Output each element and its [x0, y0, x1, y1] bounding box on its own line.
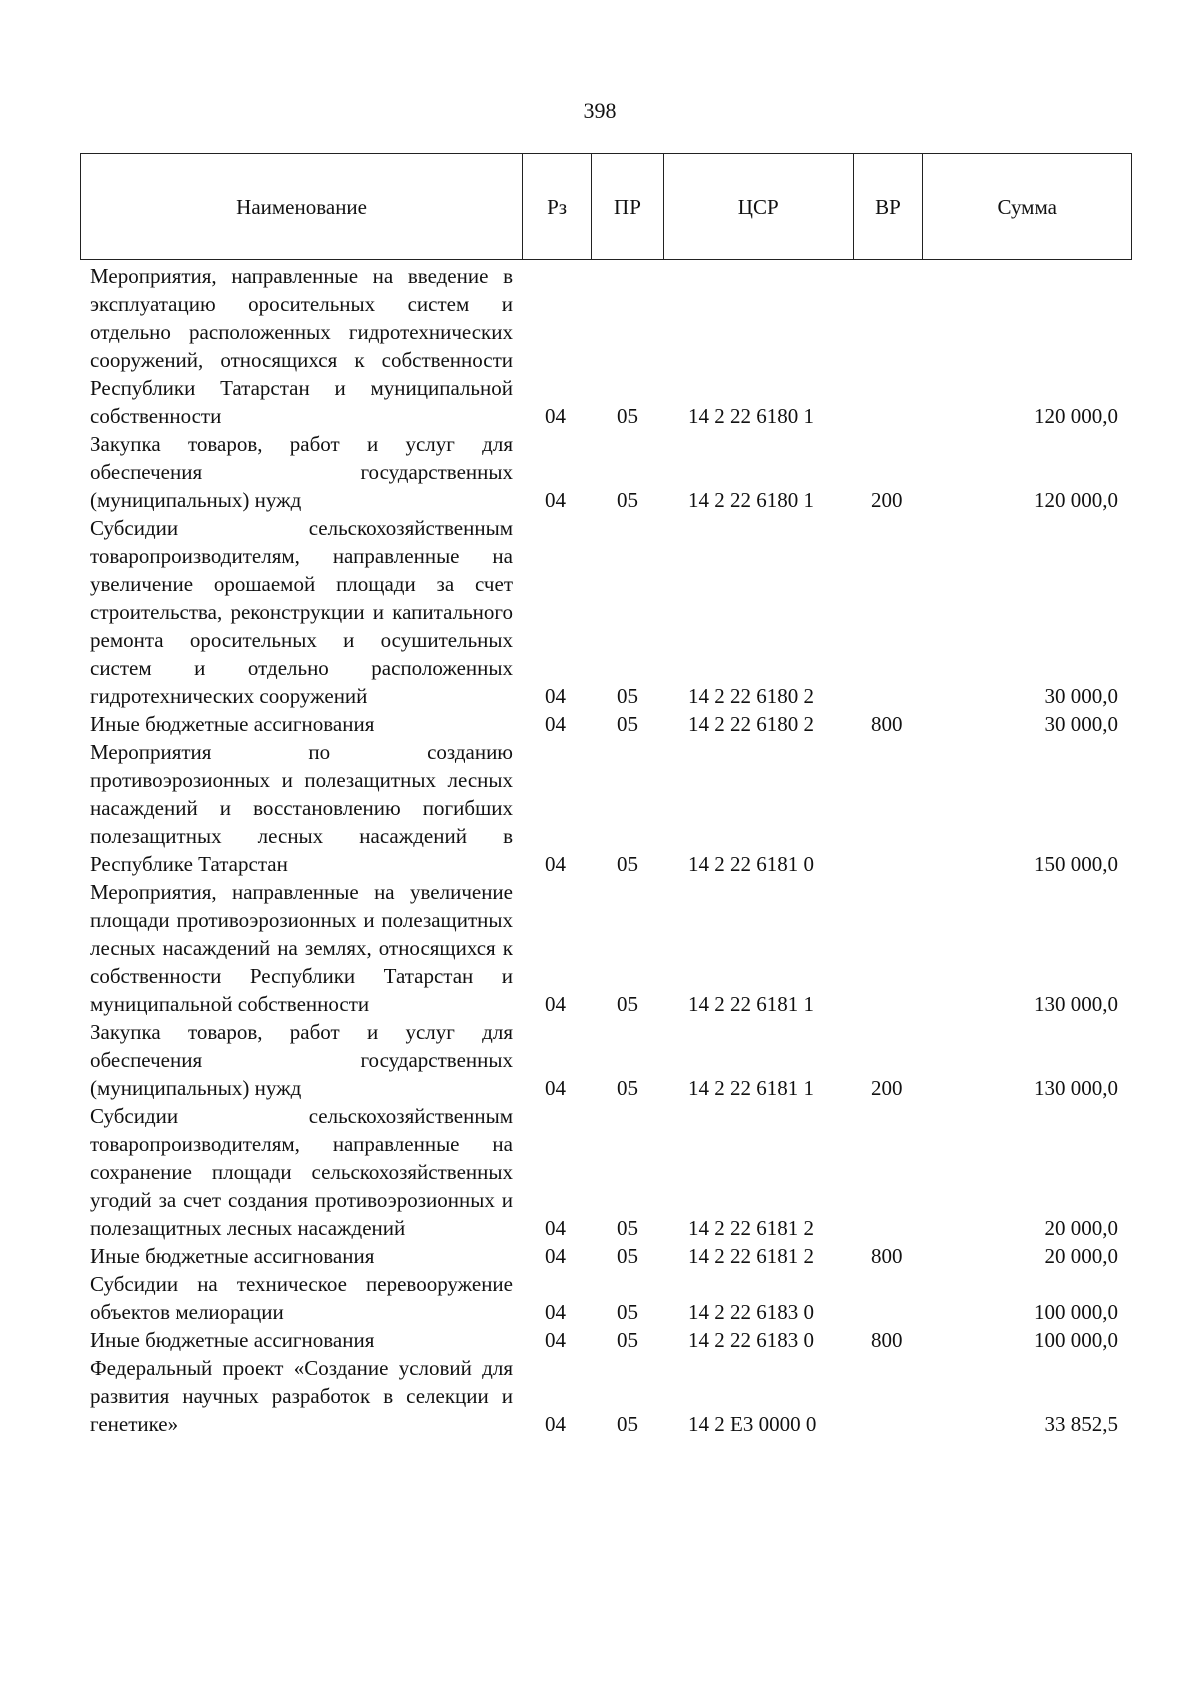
table-row — [0, 430, 1200, 514]
table-row — [0, 710, 1200, 738]
row-rz: 04 — [545, 1244, 566, 1268]
row-vr: 200 — [871, 488, 903, 512]
row-name: Иные бюджетные ассигнования — [90, 712, 375, 736]
row-pr: 05 — [617, 1076, 638, 1100]
table-row — [0, 1242, 1200, 1270]
row-csr: 14 2 22 6180 1 — [688, 404, 814, 428]
row-rz: 04 — [545, 684, 566, 708]
table-row — [0, 514, 1200, 710]
row-vr: 800 — [871, 1328, 903, 1352]
row-pr: 05 — [617, 684, 638, 708]
row-rz: 04 — [545, 1328, 566, 1352]
row-csr: 14 2 22 6180 2 — [688, 684, 814, 708]
table-row — [0, 738, 1200, 878]
row-csr: 14 2 22 6181 1 — [688, 1076, 814, 1100]
row-name: Федеральный проект «Создание условий для развития научных разработок в селекции и генетике» — [90, 1356, 513, 1436]
table-header — [80, 153, 1132, 260]
row-csr: 14 2 22 6181 2 — [688, 1216, 814, 1240]
row-rz: 04 — [545, 1412, 566, 1436]
row-rz: 04 — [545, 712, 566, 736]
page-number: 398 — [583, 98, 617, 123]
row-sum: 30 000,0 — [1044, 712, 1118, 736]
table-row — [0, 1270, 1200, 1326]
row-vr: 800 — [871, 712, 903, 736]
table-row — [0, 1326, 1200, 1354]
row-pr: 05 — [617, 1328, 638, 1352]
row-pr: 05 — [617, 712, 638, 736]
header-name: Наименование — [81, 154, 523, 259]
row-pr: 05 — [617, 852, 638, 876]
row-sum: 130 000,0 — [1034, 1076, 1118, 1100]
row-sum: 130 000,0 — [1034, 992, 1118, 1016]
row-sum: 100 000,0 — [1034, 1300, 1118, 1324]
row-name: Иные бюджетные ассигнования — [90, 1328, 375, 1352]
row-rz: 04 — [545, 1300, 566, 1324]
row-sum: 120 000,0 — [1034, 404, 1118, 428]
row-sum: 100 000,0 — [1034, 1328, 1118, 1352]
row-pr: 05 — [617, 1300, 638, 1324]
row-sum: 150 000,0 — [1034, 852, 1118, 876]
row-csr: 14 2 22 6180 2 — [688, 712, 814, 736]
row-sum: 20 000,0 — [1044, 1216, 1118, 1240]
row-name: Иные бюджетные ассигнования — [90, 1244, 375, 1268]
table-row — [0, 1018, 1200, 1102]
table-row — [0, 878, 1200, 1018]
row-pr: 05 — [617, 488, 638, 512]
header-rz: Рз — [523, 154, 592, 259]
row-sum: 20 000,0 — [1044, 1244, 1118, 1268]
row-csr: 14 2 22 6183 0 — [688, 1300, 814, 1324]
row-name: Субсидии на техническое перевооружение объектов мелиорации — [90, 1272, 513, 1324]
header-csr: ЦСР — [664, 154, 854, 259]
row-pr: 05 — [617, 1412, 638, 1436]
row-csr: 14 2 22 6183 0 — [688, 1328, 814, 1352]
row-pr: 05 — [617, 992, 638, 1016]
row-rz: 04 — [545, 1076, 566, 1100]
row-name: Мероприятия, направленные на введение в эксплуатацию оросительных систем и отдельно расположенных гидротехнических сооружений, относящихся к собственности Республики Татарстан и муниципальной собственности — [90, 264, 513, 428]
header-vr: ВР — [854, 154, 924, 259]
row-name: Субсидии сельскохозяйственным товаропроизводителям, направленные на сохранение площади сельскохозяйственных угодий за счет создания противоэрозионных и полезащитных лесных насаждений — [90, 1104, 513, 1240]
row-sum: 120 000,0 — [1034, 488, 1118, 512]
row-rz: 04 — [545, 852, 566, 876]
row-csr: 14 2 22 6181 1 — [688, 992, 814, 1016]
row-pr: 05 — [617, 1244, 638, 1268]
table-body — [0, 262, 1200, 1438]
header-sum: Сумма — [997, 194, 1057, 219]
table-row — [0, 1354, 1200, 1438]
row-pr: 05 — [617, 1216, 638, 1240]
row-rz: 04 — [545, 488, 566, 512]
row-name: Мероприятия по созданию противоэрозионных и полезащитных лесных насаждений и восстановлению погибших полезащитных лесных насаждений в Республике Татарстан — [90, 740, 513, 876]
row-pr: 05 — [617, 404, 638, 428]
row-vr: 800 — [871, 1244, 903, 1268]
row-csr: 14 2 22 6181 2 — [688, 1244, 814, 1268]
row-rz: 04 — [545, 992, 566, 1016]
row-sum: 30 000,0 — [1044, 684, 1118, 708]
row-name: Закупка товаров, работ и услуг для обеспечения государственных (муниципальных) нужд — [90, 432, 513, 512]
row-name: Закупка товаров, работ и услуг для обеспечения государственных (муниципальных) нужд — [90, 1020, 513, 1100]
header-pr: ПР — [592, 154, 664, 259]
row-csr: 14 2 E3 0000 0 — [688, 1412, 817, 1436]
row-csr: 14 2 22 6180 1 — [688, 488, 814, 512]
row-name: Субсидии сельскохозяйственным товаропроизводителям, направленные на увеличение орошаемой площади за счет строительства, реконструкции и капитального ремонта оросительных и осушительных систем и отдельно расположенных гидротехнических сооружений — [90, 516, 513, 708]
table-row — [0, 262, 1200, 430]
row-csr: 14 2 22 6181 0 — [688, 852, 814, 876]
row-rz: 04 — [545, 404, 566, 428]
table-row — [0, 1102, 1200, 1242]
row-name: Мероприятия, направленные на увеличение площади противоэрозионных и полезащитных лесных насаждений на землях, относящихся к собственности Республики Татарстан и муниципальной собственности — [90, 880, 513, 1016]
row-sum: 33 852,5 — [1044, 1412, 1118, 1436]
row-rz: 04 — [545, 1216, 566, 1240]
row-vr: 200 — [871, 1076, 903, 1100]
